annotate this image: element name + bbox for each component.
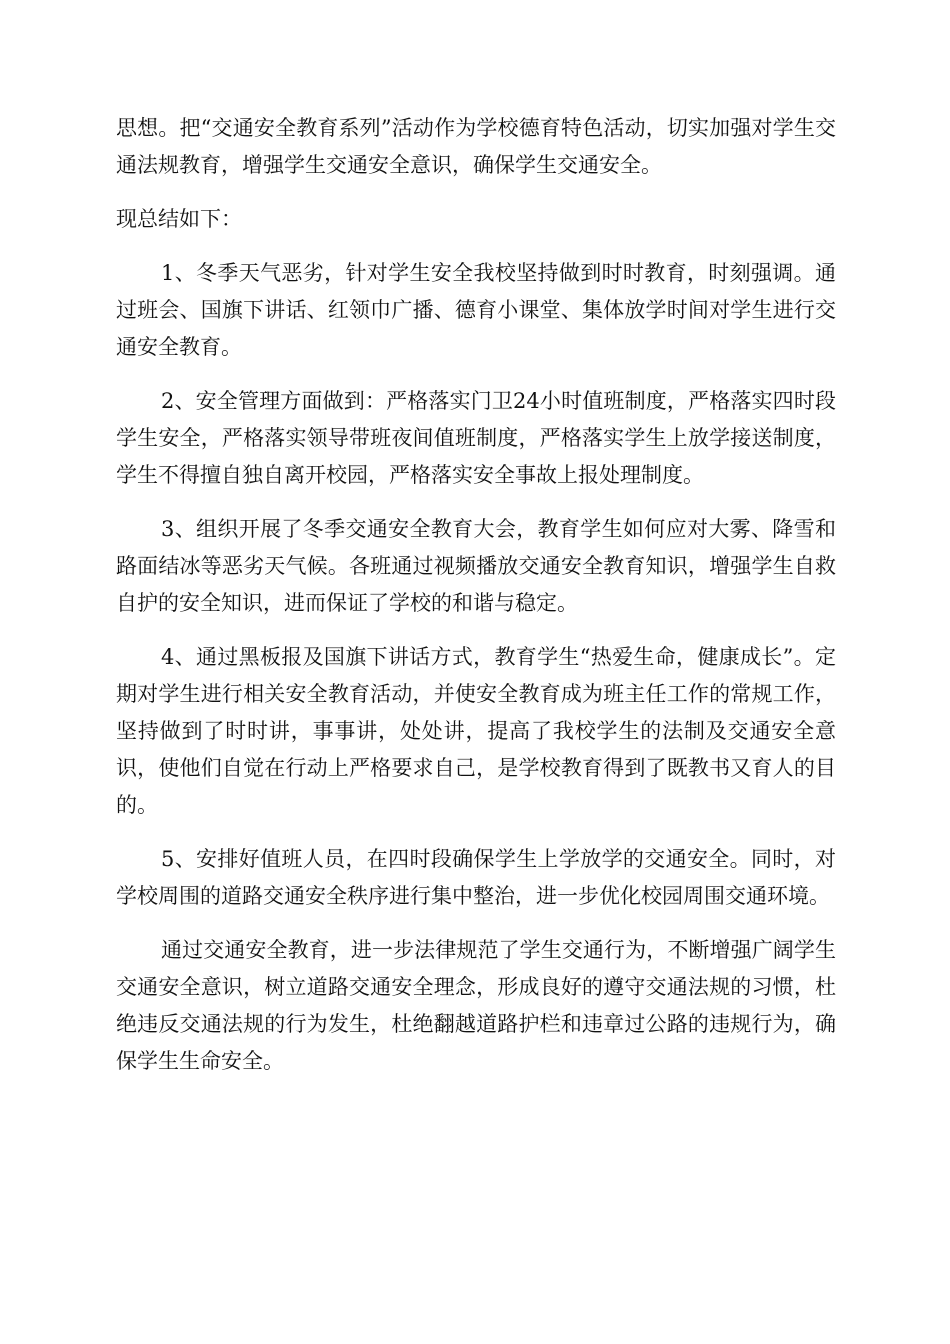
document-body bbox=[116, 110, 836, 1097]
paragraph-conclusion: 通过交通安全教育，进一步法律规范了学生交通行为，不断增强广阔学生交通安全意识，树立道路交通安全理念，形成良好的遵守交通法规的习惯，杜绝违反交通法规的行为发生，杜绝翻越道路护栏和违章过公路的违规行为，确保学生生命安全。 bbox=[116, 938, 836, 1073]
paragraph-item-3: 3、组织开展了冬季交通安全教育大会，教育学生如何应对大雾、降雪和路面结冰等恶劣天气候。各班通过视频播放交通安全教育知识，增强学生自救自护的安全知识，进而保证了学校的和谐与稳定。 bbox=[116, 517, 836, 615]
paragraph-summary-lead: 现总结如下： bbox=[116, 207, 242, 231]
paragraph-item-1: 1、冬季天气恶劣，针对学生安全我校坚持做到时时教育，时刻强调。通过班会、国旗下讲话、红领巾广播、德育小课堂、集体放学时间对学生进行交通安全教育。 bbox=[116, 261, 836, 359]
paragraph-intro: 思想。把“交通安全教育系列”活动作为学校德育特色活动，切实加强对学生交通法规教育，增强学生交通安全意识，确保学生交通安全。 bbox=[116, 116, 836, 177]
paragraph-item-5: 5、安排好值班人员，在四时段确保学生上学放学的交通安全。同时，对学校周围的道路交通安全秩序进行集中整治，进一步优化校园周围交通环境。 bbox=[116, 847, 836, 908]
paragraph-item-4: 4、通过黑板报及国旗下讲话方式，教育学生“热爱生命，健康成长”。定期对学生进行相关安全教育活动，并使安全教育成为班主任工作的常规工作，坚持做到了时时讲，事事讲，处处讲，提高了我校学生的法制及交通安全意识，使他们自觉在行动上严格要求自己，是学校教育得到了既教书又育人的目的。 bbox=[116, 645, 836, 817]
paragraph-item-2: 2、安全管理方面做到：严格落实门卫24小时值班制度，严格落实四时段学生安全，严格落实领导带班夜间值班制度，严格落实学生上放学接送制度，学生不得擅自独自离开校园，严格落实安全事故上报处理制度。 bbox=[116, 389, 836, 487]
